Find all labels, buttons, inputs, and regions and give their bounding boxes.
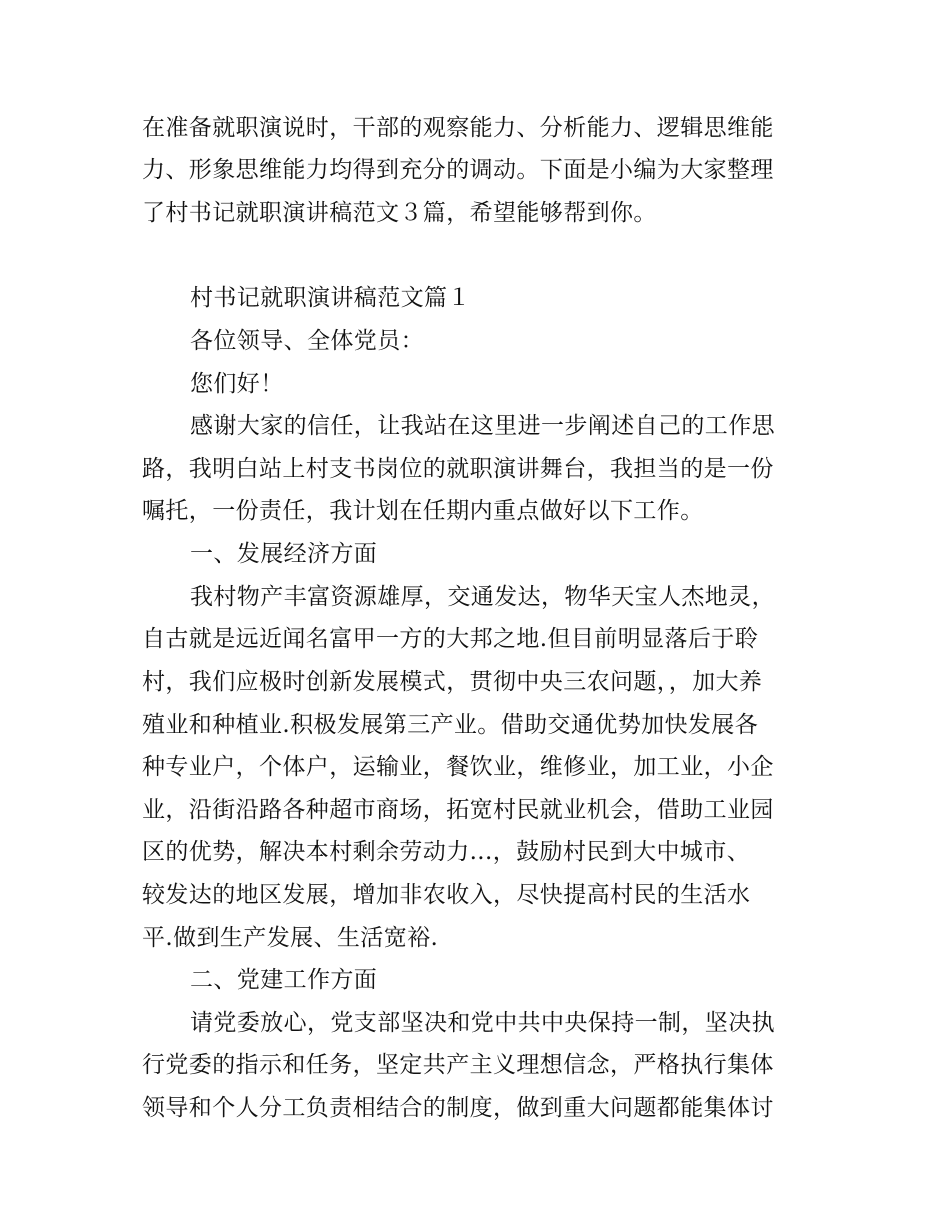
section-title: 村书记就职演讲稿范文篇１ — [190, 285, 471, 311]
paragraph-line: 路，我明白站上村支书岗位的就职演讲舞台，我担当的是一份 — [142, 456, 774, 482]
salutation: 各位领导、全体党员： — [190, 328, 424, 354]
paragraph-line: 平.做到生产发展、生活宽裕. — [142, 925, 439, 951]
paragraph-line: 区的优势，解决本村剩余劳动力...，鼓励村民到大中城市、 — [142, 839, 751, 865]
paragraph-line: 村，我们应极时创新发展模式，贯彻中央三农问题，，加大养 — [142, 669, 763, 695]
paragraph-line: 行党委的指示和任务，坚定共产主义理想信念，严格执行集体 — [142, 1052, 774, 1078]
paragraph-line: 请党委放心，党支部坚决和党中共中央保持一制，坚决执 — [190, 1010, 775, 1036]
paragraph-line: 业，沿街沿路各种超市商场，拓宽村民就业机会，借助工业园 — [142, 797, 774, 823]
paragraph-line: 种专业户，个体户，运输业，餐饮业，维修业，加工业，小企 — [142, 754, 774, 780]
intro-line: 了村书记就职演讲稿范文３篇，希望能够帮到你。 — [142, 200, 657, 226]
paragraph-line: 嘱托，一份责任，我计划在任期内重点做好以下工作。 — [142, 498, 704, 524]
intro-line: 力、形象思维能力均得到充分的调动。下面是小编为大家整理 — [142, 157, 774, 183]
greeting: 您们好！ — [190, 371, 284, 397]
paragraph-line: 感谢大家的信任，让我站在这里进一步阐述自己的工作思 — [190, 413, 775, 439]
intro-line: 在准备就职演说时，干部的观察能力、分析能力、逻辑思维能 — [142, 115, 774, 141]
paragraph-line: 殖业和种植业.积极发展第三产业。借助交通优势加快发展各 — [142, 712, 759, 738]
paragraph-line: 较发达的地区发展，增加非农收入，尽快提高村民的生活水 — [142, 882, 751, 908]
paragraph-line: 我村物产丰富资源雄厚，交通发达，物华天宝人杰地灵， — [190, 584, 775, 610]
paragraph-line: 领导和个人分工负责相结合的制度，做到重大问题都能集体讨 — [142, 1095, 774, 1121]
section-heading: 一、发展经济方面 — [190, 541, 378, 567]
paragraph-line: 自古就是远近闻名富甲一方的大邦之地.但目前明显落后于聆 — [142, 626, 759, 652]
section-heading: 二、党建工作方面 — [190, 967, 378, 993]
